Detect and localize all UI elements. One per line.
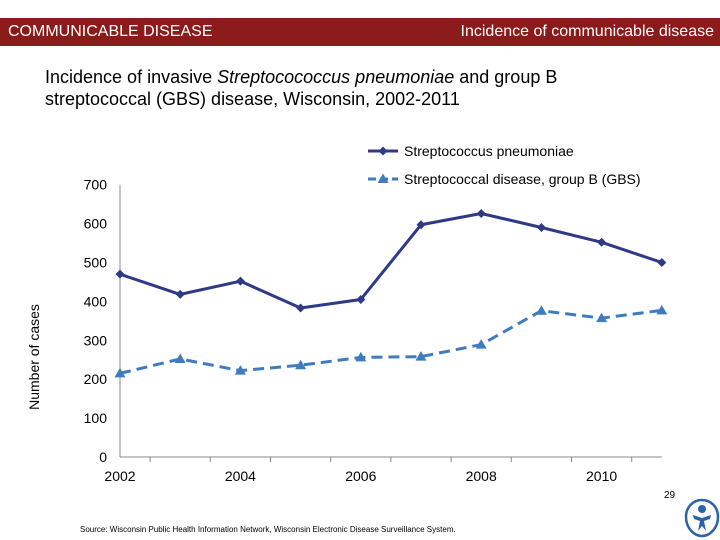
wisconsin-dhs-person-icon: [684, 498, 720, 538]
data-point: [477, 209, 486, 218]
y-tick-label: 0: [99, 449, 107, 465]
y-tick-label: 300: [83, 332, 107, 349]
y-tick-label: 500: [83, 254, 107, 271]
data-point: [175, 353, 186, 363]
series-line: [120, 310, 662, 373]
title-part-2: and group B streptococcal (GBS) disease, Wisconsin, 2002-2011: [45, 67, 558, 109]
y-tick-label: 400: [83, 293, 107, 310]
data-point: [537, 223, 546, 232]
data-point: [176, 290, 185, 299]
y-tick-label: 200: [83, 371, 107, 388]
x-tick-label: 2006: [345, 468, 377, 484]
data-point: [116, 270, 125, 279]
slide-topic: Incidence of communicable disease: [460, 23, 714, 40]
title-italic: Streptocococcus pneumoniae: [217, 67, 455, 87]
title-part-1: Incidence of invasive: [45, 67, 218, 87]
data-point: [597, 238, 606, 247]
source-note: Source: Wisconsin Public Health Information Network, Wisconsin Electronic Disease Surveillance System.: [80, 525, 456, 534]
legend-label: Streptococcus pneumoniae: [404, 143, 574, 159]
x-tick-label: 2002: [104, 468, 136, 484]
data-point: [236, 277, 245, 286]
data-point: [296, 304, 305, 313]
data-point: [536, 305, 547, 315]
data-point: [379, 147, 388, 156]
x-tick-label: 2008: [465, 468, 497, 484]
y-tick-label: 600: [83, 215, 107, 232]
y-tick-label: 100: [83, 410, 107, 427]
data-point: [657, 258, 666, 267]
page-number: 29: [664, 490, 676, 501]
legend-label: Streptococcal disease, group B (GBS): [404, 171, 641, 187]
y-axis-label: Number of cases: [26, 304, 42, 410]
series-line: [120, 213, 662, 308]
x-tick-label: 2004: [224, 468, 256, 484]
section-label: COMMUNICABLE DISEASE: [8, 23, 213, 40]
x-tick-label: 2010: [586, 468, 618, 484]
y-tick-label: 700: [83, 176, 107, 193]
